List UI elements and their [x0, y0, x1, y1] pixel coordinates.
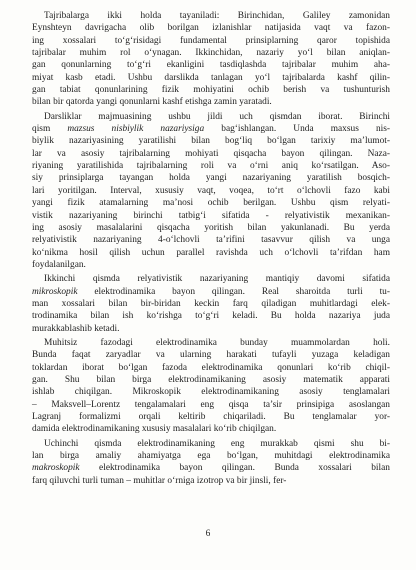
paragraph: [32, 111, 390, 271]
text-line: riyaning yaratilishida tajribalarning roli va o‘rni aniq ko‘rsatilgan. Aso-: [32, 161, 390, 172]
text-line: Muhitsiz fazodagi elektrodinamika bunday muammolardan holi.: [44, 337, 390, 348]
text-line: lar va asosiy tajribalarning mohiyati qisqacha bayon qilingan. Naza-: [32, 148, 390, 159]
text-line: ko‘nikma hosil qilish uchun parallel ravishda uch o‘lchovli ta’rifdan ham: [32, 247, 390, 258]
text-line: tajribalar muhim rol o‘ynagan. Ikkinchidan, nazariy yo‘l bilan aniqlan-: [32, 48, 390, 59]
text-line: Tajribalarga ikki holda tayaniladi: Birinchidan, Galiley zamonidan: [44, 11, 390, 21]
text-line: lari yoritilgan. Interval, xususiy vaqt, voqea, to‘rt o‘lchovli fazo kabi: [32, 185, 390, 196]
text-line: mikroskopik elektrodinamika bayon qilingan. Real sharoitda turli tu-: [32, 286, 390, 297]
text-line: Bunda faqat zaryadlar va ularning harakati tufayli yuzaga keladigan: [32, 350, 390, 361]
text-line: biylik nazariyasining yaratilishi bilan bog‘liq bo‘lgan tarixiy ma’lumot-: [32, 136, 390, 147]
text-line: relyativistik nazariyaning 4-o‘lchovli ta’rifini tasavvur qilish va unga: [32, 235, 390, 246]
paragraph: [32, 10, 390, 109]
text-line: lan birga amaliy ahamiyatga ega bo‘lgan, muhitdagi elektrodinamika: [32, 451, 390, 462]
text-line: ing asosiy masalalarini qisqacha yoritish bilan yakunlanadi. Bu yerda: [32, 222, 390, 233]
text-line: – Maksvell–Lorentz tengalamalari eng qisqa ta’sir prinsipiga asoslangan: [32, 399, 390, 410]
text-line: Uchinchi qismda elektrodinamikaning eng murakkab qismi shu bi-: [44, 438, 390, 449]
text-line: Darsliklar majmuasining ushbu jildi uch qismdan iborat. Birinchi: [44, 111, 390, 122]
text-line: gan. Shu bilan birga elektrodinamikaning asosiy matematik apparati: [32, 374, 390, 385]
text-line: murakkablashib ketadi.: [32, 323, 120, 334]
text-line: gan qonunlarning to‘g‘ri ekanligini tasdiqlashda tajribalar muhim aha-: [32, 60, 390, 71]
text-line: siy prinsiplarga tayangan holda yangi nazariyaning yaratilish bosqich-: [32, 173, 390, 184]
text-line: Ikkinchi qismda relyativistik nazariyaning mantiqiy davomi sifatida: [44, 274, 390, 285]
text-line: makroskopik elektrodinamika bayon qilingan. Bunda xossalari bilan: [32, 463, 390, 474]
text-line: ishlab chiqilgan. Mikroskopik elektrodinamikaning asosiy tenglamalari: [32, 387, 390, 398]
italic-term: makroskopik: [32, 463, 80, 474]
text-line: damida elektrodinamikaning xususiy masalalari ko‘rib chiqilgan.: [32, 424, 277, 435]
italic-term: mikroskopik: [32, 286, 78, 297]
text-line: Lagranj formalizmi orqali keltirib chiqariladi. Bu tenglamalar yor-: [32, 412, 390, 422]
italic-term: mazsus nisbiylik nazariysiga: [67, 124, 205, 135]
text-line: bilan bir qatorda yangi qonunlarni kashf etishga zamin yaratadi.: [32, 97, 272, 108]
paragraph: [32, 438, 390, 487]
text-line: ing xossalari to‘g‘risidagi fundamental prinsiplarning qaror topishida: [32, 35, 390, 46]
text-line: miyat kasb etadi. Ushbu darslikda tanlagan yo‘l tajribalarda kashf qilin-: [32, 72, 390, 83]
page-number: 6: [205, 529, 211, 539]
paragraph: [32, 273, 390, 335]
paragraph: [32, 337, 390, 436]
text-line: foydalanilgan.: [32, 259, 86, 270]
text-line: yangi fizik atamalarning ma’nosi ochib berilgan. Ushbu qism relyati-: [32, 198, 390, 209]
text-line: toklardan iborat bo‘lgan fazoda elektrodinamika qonunlari ko‘rib chiqil-: [32, 362, 390, 373]
text-line: gan tabiat qonunlarining fizik mohiyatini ochib berish va tushunturish: [32, 85, 390, 96]
text-line: vistik nazariyaning birinchi tatbig‘i sifatida - relyativistik mexanikan-: [32, 210, 390, 221]
text-line: trodinamika bilan ish ko‘rishga to‘g‘ri keladi. Bu holda nazariya juda: [32, 311, 390, 322]
text-line: man xossalari bilan bir-biridan keckin farq qiladigan muhitlardagi elek-: [32, 298, 390, 309]
body-text: [32, 10, 390, 487]
text-line: farq qiluvchi turli tuman – muhitlar o‘rniga izotrop va bir jinsli, fer-: [32, 475, 287, 486]
text-line: Eynshteyn davrigacha olib borilgan izlanishlar natijasida vaqt va fazon-: [32, 23, 390, 34]
text-line: qism mazsus nisbiylik nazariysiga bag‘ishlangan. Unda maxsus nis-: [32, 124, 391, 135]
